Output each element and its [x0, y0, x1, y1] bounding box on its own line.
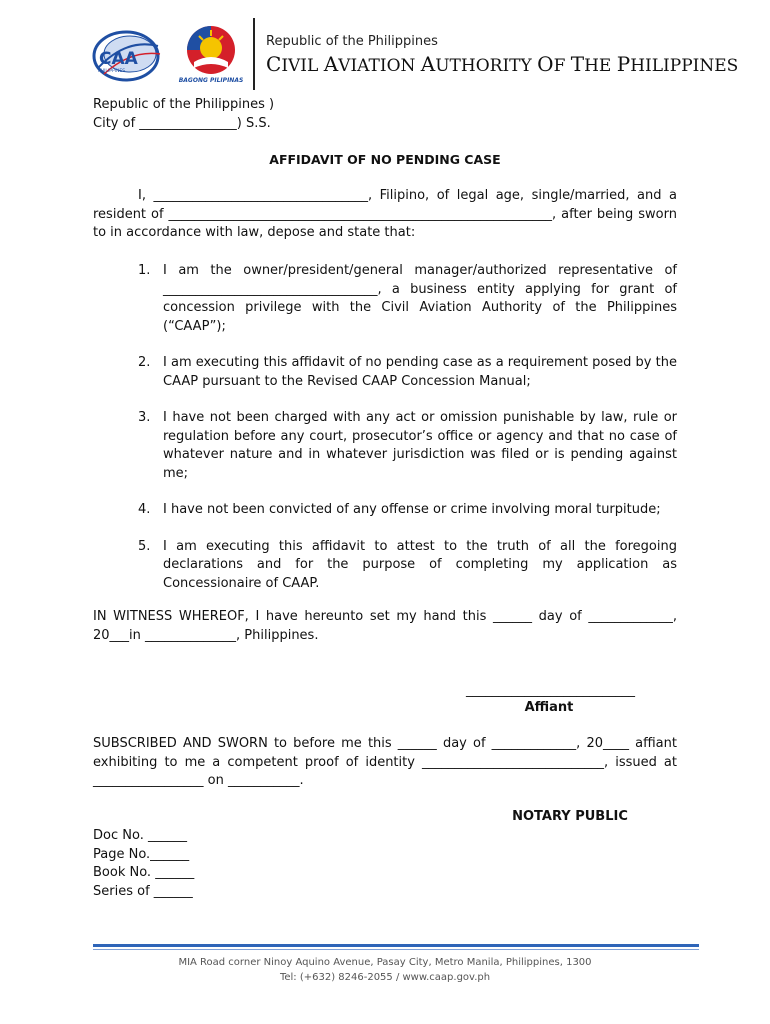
- statement-item: [93, 409, 677, 483]
- page-no-field: Page No.______: [93, 846, 190, 862]
- statement-item: [93, 354, 677, 391]
- subscribed-paragraph: SUBSCRIBED AND SWORN to before me this ______ day of _____________, 20____ affiant exhibiting to me a competent proof of identity ____________________________, issued at _________________ on ___________.: [93, 736, 677, 788]
- statement-text: I am the owner/president/general manager/authorized representative of _________________________________, a business entity applying for grant of concession privilege with the Civil Aviation Authority of the Philippines (“CAAP”);: [163, 263, 677, 334]
- statements-list: [93, 262, 677, 611]
- statement-number: 3.: [138, 410, 151, 425]
- footer-contact: Tel: (+632) 8246-2055 / www.caap.gov.ph: [279, 972, 491, 983]
- witness-paragraph: IN WITNESS WHEREOF, I have hereunto set my hand this ______ day of _____________, 20___in ______________, Philippines.: [93, 609, 677, 643]
- notary-public-label: NOTARY PUBLIC: [512, 809, 628, 824]
- footer-address: MIA Road corner Ninoy Aquino Avenue, Pasay City, Metro Manila, Philippines, 1300: [178, 957, 592, 968]
- footer-rule-thin: [93, 949, 699, 950]
- statement-text: I am executing this affidavit to attest to the truth of all the foregoing declarations and for the purpose of completing my application as Concessionaire of CAAP.: [163, 538, 677, 591]
- affiant-signature-line: __________________________: [466, 683, 635, 698]
- statement-item: [93, 538, 677, 594]
- statement-item: [93, 262, 677, 336]
- statement-number: 4.: [138, 502, 151, 517]
- statement-number: 1.: [138, 263, 151, 278]
- venue-block: [93, 96, 677, 133]
- svg-text:CAA: CAA: [99, 49, 138, 69]
- footer: [0, 955, 770, 985]
- doc-no-field: Doc No. ______: [93, 828, 187, 843]
- header-org-name: CIVIL AVIATION AUTHORITY OF THE PHILIPPINES: [266, 52, 739, 76]
- svg-text:PHILIPPINES: PHILIPPINES: [98, 69, 126, 74]
- venue-line-1: Republic of the Philippines ): [93, 97, 275, 112]
- statement-item: [93, 501, 677, 520]
- statement-number: 2.: [138, 355, 151, 370]
- svg-text:BAGONG PILIPINAS: BAGONG PILIPINAS: [178, 77, 244, 84]
- affiant-label: Affiant: [524, 700, 574, 715]
- header-subtitle: Republic of the Philippines: [266, 34, 438, 49]
- bagong-pilipinas-logo: [178, 22, 244, 88]
- venue-line-2: City of _______________) S.S.: [93, 115, 271, 131]
- statement-text: I have not been convicted of any offense or crime involving moral turpitude;: [163, 502, 661, 517]
- statement-text: I have not been charged with any act or omission punishable by law, rule or regulation before any court, prosecutor’s office or agency and that no case of whatever nature and in whatever jurisdiction was filed or is pending against me;: [163, 410, 677, 481]
- statement-text: I am executing this affidavit of no pending case as a requirement posed by the CAAP pursuant to the Revised CAAP Concession Manual;: [163, 355, 677, 389]
- intro-paragraph: I, _________________________________, Filipino, of legal age, single/married, and a resident of ___________________________________________________________, after being sworn to in accordance with law, depose and state that:: [93, 188, 677, 240]
- header-divider: [253, 18, 255, 90]
- book-no-field: Book No. ______: [93, 865, 195, 880]
- footer-rule: [93, 944, 699, 947]
- caap-logo: [90, 28, 162, 84]
- document-title: AFFIDAVIT OF NO PENDING CASE: [269, 152, 501, 167]
- notarial-register-fields: [93, 827, 194, 901]
- statement-number: 5.: [138, 538, 151, 554]
- series-field: Series of ______: [93, 883, 193, 899]
